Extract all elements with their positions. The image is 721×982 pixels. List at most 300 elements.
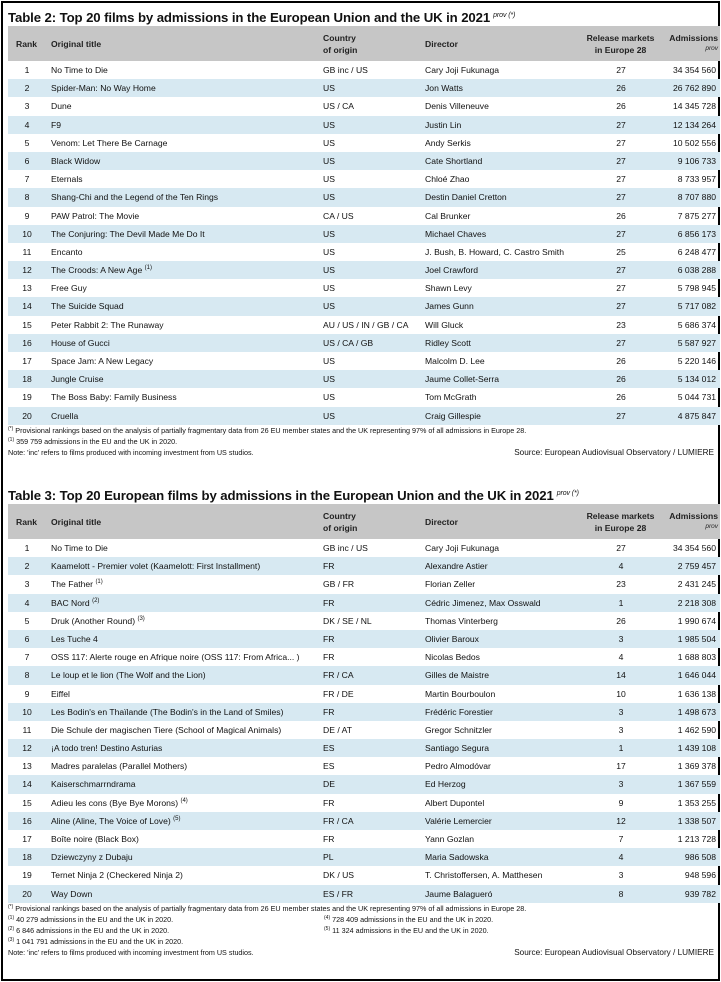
cell-rank: 10: [22, 228, 32, 239]
note-inc: [8, 947, 720, 958]
cell-country: US: [323, 410, 335, 421]
cell-director: Nicolas Bedos: [425, 652, 480, 663]
cell-rank: 5: [24, 137, 30, 148]
col-header-admissions: [669, 510, 718, 531]
cell-director: Andy Serkis: [425, 137, 471, 148]
cell-markets: 3: [618, 870, 624, 881]
col-header-country-line2: of origin: [323, 523, 358, 533]
cell-country: US: [323, 301, 335, 312]
cell-country: DE: [323, 779, 335, 790]
table-row: [8, 207, 720, 225]
col-header-title: Original title: [51, 517, 102, 527]
cell-country: GB / FR: [323, 579, 355, 590]
note-mark: (1): [8, 436, 15, 443]
cell-title: [51, 866, 183, 884]
table-2-header-row: [8, 26, 720, 61]
table-row: [8, 594, 720, 612]
cell-title-text: The Suicide Squad: [51, 301, 124, 312]
table-2: [8, 6, 720, 458]
col-header-admissions-sub: prov: [705, 523, 718, 530]
cell-rank: 18: [22, 374, 32, 385]
cell-title-text: Les Tuche 4: [51, 633, 98, 644]
cell-markets: 3: [618, 724, 624, 735]
cell-admissions: 9 106 733: [677, 155, 716, 166]
cell-markets: 23: [616, 579, 626, 590]
table-row: [8, 885, 720, 903]
note-1: [8, 436, 720, 447]
cell-title: [51, 685, 70, 703]
col-header-markets-line1: Release markets: [586, 33, 655, 43]
cell-markets: 27: [616, 283, 626, 294]
cell-director: James Gunn: [425, 301, 474, 312]
cell-title-text: Shang-Chi and the Legend of the Ten Rings: [51, 192, 219, 203]
table-row: [8, 97, 720, 115]
cell-rank: 9: [24, 210, 30, 221]
cell-title: [51, 134, 167, 152]
cell-title-text: The Croods: A New Age: [51, 265, 143, 276]
cell-title: [51, 243, 83, 261]
cell-country: DE / AT: [323, 724, 352, 735]
cell-director: Valérie Lemercier: [425, 815, 492, 826]
cell-title-text: Way Down: [51, 888, 93, 899]
cell-title: [51, 188, 218, 206]
cell-country: US: [323, 283, 335, 294]
cell-admissions: 1 646 044: [677, 670, 716, 681]
note-text: 6 846 admissions in the EU and the UK in 2020.: [16, 925, 170, 935]
note-text: Provisional rankings based on the analysis of partially fragmentary data from 26 EU member states and the UK representing 97% of all admissions in Europe 28.: [15, 425, 527, 435]
table-row: [8, 830, 720, 848]
cell-rank: 20: [22, 410, 32, 421]
footnote-mark: (5): [173, 815, 181, 822]
table-row: [8, 334, 720, 352]
col-header-markets: [578, 510, 663, 534]
cell-country: FR: [323, 652, 335, 663]
cell-director: Destin Daniel Cretton: [425, 192, 507, 203]
cell-title: [51, 152, 100, 170]
cell-title-text: OSS 117: Alerte rouge en Afrique noire (OSS 117: From Africa... ): [51, 652, 300, 663]
cell-director: Justin Lin: [425, 119, 462, 130]
cell-markets: 27: [616, 174, 626, 185]
cell-director: Frédéric Forestier: [425, 706, 493, 717]
table-2-grid: [8, 26, 720, 425]
footnote-mark: (2): [92, 597, 100, 604]
cell-admissions: 986 508: [684, 852, 716, 863]
cell-country: US: [323, 119, 335, 130]
cell-title-text: Dziewczyny z Dubaju: [51, 852, 133, 863]
cell-title: [51, 352, 153, 370]
table-row: [8, 866, 720, 884]
cell-rank: 19: [22, 392, 32, 403]
cell-admissions: 948 596: [684, 870, 716, 881]
cell-director: Cal Brunker: [425, 210, 471, 221]
cell-title: [51, 630, 98, 648]
table-row: [8, 557, 720, 575]
cell-director: Shawn Levy: [425, 283, 472, 294]
table-row: [8, 243, 720, 261]
cell-title-text: F9: [51, 119, 62, 130]
cell-rank: 12: [22, 265, 32, 276]
cell-country: US: [323, 356, 335, 366]
cell-rank: 1: [24, 65, 30, 75]
cell-director: Cary Joji Fukunaga: [425, 543, 500, 553]
cell-title-text: Ternet Ninja 2 (Checkered Ninja 2): [51, 870, 183, 881]
note-provisional: [8, 425, 720, 436]
cell-rank: 16: [22, 337, 32, 348]
col-header-director: Director: [425, 39, 458, 49]
table-row: [8, 794, 720, 812]
cell-country: US: [323, 174, 335, 185]
cell-country: AU / US / IN / GB / CA: [323, 319, 409, 330]
table-row: [8, 848, 720, 866]
note-row-2-5: [8, 925, 720, 936]
cell-rank: 11: [22, 724, 32, 735]
cell-country: FR / CA: [323, 670, 354, 681]
cell-title: [51, 666, 206, 684]
note-text: 728 409 admissions in the EU and the UK in 2020.: [332, 914, 494, 924]
note-text: 1 041 791 admissions in the EU and the UK in 2020.: [16, 936, 184, 946]
cell-title-text: Le loup et le lion (The Wolf and the Lion): [51, 670, 206, 681]
cell-title: [51, 885, 92, 903]
note-text: 359 759 admissions in the EU and the UK in 2020.: [16, 436, 178, 446]
cell-markets: 27: [616, 228, 626, 239]
cell-director: Martin Bourboulon: [425, 688, 496, 699]
cell-rank: 9: [24, 688, 30, 699]
cell-director: Florian Zeller: [425, 579, 476, 590]
footnote-mark: (1): [144, 265, 152, 272]
cell-title: [51, 575, 103, 593]
cell-director: Michael Chaves: [425, 228, 487, 239]
cell-admissions: 6 248 477: [677, 246, 716, 257]
note-text: 11 324 admissions in the EU and the UK in 2020.: [332, 925, 489, 935]
cell-markets: 27: [616, 155, 626, 166]
cell-title-text: Free Guy: [51, 283, 87, 294]
cell-rank: 3: [24, 101, 30, 112]
col-header-rank: Rank: [16, 39, 38, 49]
cell-admissions: 8 733 957: [677, 174, 716, 185]
cell-admissions: 5 717 082: [677, 301, 716, 312]
cell-markets: 26: [616, 392, 626, 403]
col-header-markets-line2: in Europe 28: [594, 45, 647, 55]
cell-title: [51, 388, 177, 406]
cell-title-text: No Time to Die: [51, 543, 108, 553]
cell-markets: 27: [616, 543, 626, 553]
cell-director: Thomas Vinterberg: [425, 615, 498, 626]
table-row: [8, 703, 720, 721]
cell-director: Chloé Zhao: [425, 174, 470, 185]
cell-admissions: 5 798 945: [677, 283, 716, 294]
cell-country: US: [323, 265, 335, 276]
table-row: [8, 630, 720, 648]
cell-rank: 2: [24, 83, 30, 94]
cell-title-text: Venom: Let There Be Carnage: [51, 137, 168, 148]
cell-admissions: 1 338 507: [677, 815, 716, 826]
col-header-country-line1: Country: [323, 511, 356, 521]
cell-title: [51, 370, 104, 388]
table-2-title: [8, 6, 720, 26]
col-header-director: Director: [425, 517, 458, 527]
cell-admissions: 5 044 731: [677, 392, 716, 403]
cell-markets: 1: [618, 743, 624, 754]
cell-title-text: Encanto: [51, 246, 83, 257]
table-row: [8, 61, 720, 79]
cell-director: Malcolm D. Lee: [425, 356, 485, 366]
cell-markets: 27: [616, 301, 626, 312]
col-header-markets-line1: Release markets: [586, 511, 655, 521]
cell-admissions: 2 431 245: [677, 579, 716, 590]
cell-markets: 27: [616, 337, 626, 348]
note-row-1-4: [8, 914, 720, 925]
table-2-notes: [8, 425, 720, 458]
cell-admissions: 12 134 264: [672, 119, 716, 130]
cell-title-text: Jungle Cruise: [51, 374, 104, 385]
cell-country: US: [323, 83, 335, 94]
cell-admissions: 5 134 012: [677, 374, 716, 385]
cell-country: US: [323, 246, 335, 257]
cell-title: [51, 334, 110, 352]
cell-markets: 27: [616, 119, 626, 130]
cell-admissions: 1 439 108: [677, 743, 716, 754]
cell-markets: 26: [616, 101, 626, 112]
cell-rank: 2: [24, 561, 30, 572]
cell-title-text: Peter Rabbit 2: The Runaway: [51, 319, 164, 330]
cell-admissions: 6 038 288: [677, 265, 716, 276]
cell-admissions: 1 369 378: [677, 761, 716, 772]
cell-country: FR / DE: [323, 688, 354, 699]
cell-markets: 26: [616, 356, 626, 366]
cell-country: US: [323, 137, 335, 148]
cell-markets: 25: [616, 246, 626, 257]
col-header-country: [323, 32, 357, 56]
cell-director: Alexandre Astier: [425, 561, 488, 572]
cell-rank: 17: [22, 356, 32, 366]
cell-director: Ridley Scott: [425, 337, 471, 348]
col-header-rank: Rank: [16, 517, 38, 527]
cell-markets: 3: [618, 706, 624, 717]
table-row: [8, 575, 720, 593]
col-header-markets: [578, 32, 663, 56]
cell-markets: 10: [616, 688, 626, 699]
table-row: [8, 370, 720, 388]
cell-title: [51, 279, 87, 297]
cell-country: US: [323, 374, 335, 385]
cell-title-text: Les Bodin's en Thaïlande (The Bodin's in the Land of Smiles): [51, 706, 284, 717]
note-inc: [8, 447, 720, 458]
cell-title: [51, 170, 83, 188]
col-header-admissions: [669, 32, 718, 53]
cell-rank: 16: [22, 815, 32, 826]
cell-title: [51, 648, 300, 666]
footnote-mark: (1): [95, 579, 103, 586]
cell-director: Craig Gillespie: [425, 410, 481, 421]
table-row: [8, 79, 720, 97]
table-row: [8, 539, 720, 557]
table-row: [8, 134, 720, 152]
table-row: [8, 170, 720, 188]
cell-markets: 26: [616, 615, 626, 626]
footnote-mark: (4): [180, 797, 188, 804]
cell-markets: 26: [616, 83, 626, 94]
cell-rank: 4: [24, 597, 30, 608]
cell-director: Tom McGrath: [425, 392, 477, 403]
cell-markets: 3: [618, 633, 624, 644]
table-row: [8, 188, 720, 206]
cell-admissions: 939 782: [684, 888, 716, 899]
cell-title: [51, 703, 283, 721]
cell-country: US: [323, 192, 335, 203]
table-row: [8, 775, 720, 793]
cell-country: FR: [323, 633, 335, 644]
cell-title: [51, 316, 164, 334]
cell-country: US: [323, 228, 335, 239]
cell-director: Will Gluck: [425, 319, 464, 330]
cell-title: [51, 775, 136, 793]
cell-title-text: Adieu les cons (Bye Bye Morons): [51, 797, 179, 808]
cell-rank: 19: [22, 870, 32, 881]
cell-director: Joel Crawford: [425, 265, 479, 276]
cell-title: [51, 97, 72, 115]
document-frame: [1, 1, 720, 981]
cell-director: Santiago Segura: [425, 743, 490, 754]
cell-country: DK / SE / NL: [323, 615, 372, 626]
table-row: [8, 757, 720, 775]
cell-title-text: Cruella: [51, 410, 79, 421]
cell-admissions: 1 367 559: [677, 779, 716, 790]
cell-title-text: The Father: [51, 579, 94, 590]
cell-admissions: 1 213 728: [677, 834, 716, 844]
cell-director: Jaume Collet-Serra: [425, 374, 500, 385]
table-row: [8, 279, 720, 297]
cell-director: Pedro Almodóvar: [425, 761, 491, 772]
note-mark: (4): [324, 914, 331, 921]
cell-rank: 7: [24, 652, 30, 663]
note-mark: (1): [8, 914, 15, 921]
note-3: [8, 936, 720, 947]
cell-markets: 14: [616, 670, 626, 681]
cell-country: ES: [323, 743, 335, 754]
cell-admissions: 14 345 728: [672, 101, 716, 112]
note-mark: (*): [8, 425, 14, 432]
cell-rank: 4: [24, 119, 30, 130]
cell-admissions: 1 985 504: [677, 633, 716, 644]
cell-admissions: 8 707 880: [677, 192, 716, 203]
cell-title-text: Madres paralelas (Parallel Mothers): [51, 761, 188, 772]
cell-admissions: 34 354 560: [672, 543, 716, 553]
table-row: [8, 225, 720, 243]
cell-country: US / CA: [323, 101, 355, 112]
cell-title: [51, 794, 188, 812]
cell-title: [51, 407, 78, 425]
note-mark: (*): [8, 903, 14, 910]
col-header-markets-line2: in Europe 28: [594, 523, 647, 533]
cell-title: [51, 812, 180, 830]
cell-admissions: 26 762 890: [672, 83, 716, 94]
cell-title-text: Eiffel: [51, 688, 70, 699]
cell-title: [51, 539, 108, 557]
cell-director: Cédric Jimenez, Max Osswald: [425, 597, 541, 608]
cell-rank: 8: [24, 670, 30, 681]
col-header-title: Original title: [51, 39, 102, 49]
cell-markets: 9: [618, 797, 624, 808]
cell-rank: 11: [22, 246, 32, 257]
cell-title-text: PAW Patrol: The Movie: [51, 210, 140, 221]
cell-admissions: 7 875 277: [677, 210, 716, 221]
col-header-admissions-label: Admissions: [669, 33, 718, 43]
note-text: Provisional rankings based on the analysis of partially fragmentary data from 26 EU member states and the UK representing 97% of all admissions in Europe 28.: [15, 903, 527, 913]
cell-title: [51, 612, 145, 630]
cell-title-text: The Boss Baby: Family Business: [51, 392, 177, 403]
cell-admissions: 1 636 138: [677, 688, 716, 699]
cell-title-text: Dune: [51, 101, 72, 112]
cell-markets: 23: [616, 319, 626, 330]
cell-markets: 4: [618, 561, 624, 572]
cell-rank: 13: [22, 761, 32, 772]
cell-rank: 3: [24, 579, 30, 590]
footnote-mark: (3): [137, 615, 145, 622]
cell-admissions: 2 218 308: [677, 597, 716, 608]
cell-admissions: 1 688 803: [677, 652, 716, 663]
cell-markets: 27: [616, 192, 626, 203]
cell-markets: 27: [616, 265, 626, 276]
cell-markets: 1: [618, 597, 624, 608]
cell-admissions: 5 587 927: [677, 337, 716, 348]
col-header-country-line2: of origin: [323, 45, 358, 55]
col-header-admissions-label: Admissions: [669, 511, 718, 521]
cell-country: ES / FR: [323, 888, 354, 899]
cell-title: [51, 594, 99, 612]
note-text: 40 279 admissions in the EU and the UK in 2020.: [16, 914, 174, 924]
cell-admissions: 6 856 173: [677, 228, 716, 239]
cell-admissions: 4 875 847: [677, 410, 716, 421]
table-row: [8, 739, 720, 757]
cell-title: [51, 757, 187, 775]
col-header-admissions-sub: prov: [705, 45, 718, 52]
cell-country: PL: [323, 852, 334, 863]
cell-title-text: BAC Nord: [51, 597, 90, 608]
table-row: [8, 648, 720, 666]
note-text: Note: 'inc' refers to films produced with incoming investment from US studios.: [8, 947, 254, 957]
cell-title-text: The Conjuring: The Devil Made Me Do It: [51, 228, 205, 239]
table-row: [8, 666, 720, 684]
cell-markets: 4: [618, 852, 624, 863]
cell-director: Gilles de Maistre: [425, 670, 489, 681]
table-row: [8, 388, 720, 406]
cell-markets: 7: [618, 834, 624, 844]
cell-director: Cate Shortland: [425, 155, 483, 166]
cell-admissions: 10 502 556: [672, 137, 716, 148]
table-3-title: [8, 484, 720, 504]
cell-markets: 26: [616, 374, 626, 385]
cell-director: Denis Villeneuve: [425, 101, 489, 112]
cell-markets: 8: [618, 888, 624, 899]
table-3-notes: [8, 903, 720, 958]
table-3-title-text: Table 3: Top 20 European films by admissions in the European Union and the UK in 2021: [8, 488, 554, 503]
cell-title: [51, 116, 61, 134]
table-row: [8, 116, 720, 134]
cell-country: FR: [323, 834, 335, 844]
table-row: [8, 612, 720, 630]
cell-director: Yann Gozlan: [425, 834, 475, 844]
cell-title-text: Kaiserschmarrndrama: [51, 779, 136, 790]
cell-country: ES: [323, 761, 335, 772]
cell-country: GB inc / US: [323, 65, 368, 75]
cell-country: FR: [323, 561, 335, 572]
table-3-body: [8, 539, 720, 903]
cell-director: Jon Watts: [425, 83, 463, 94]
cell-rank: 13: [22, 283, 32, 294]
cell-admissions: 34 354 560: [672, 65, 716, 75]
table-row: [8, 352, 720, 370]
cell-admissions: 1 990 674: [677, 615, 716, 626]
